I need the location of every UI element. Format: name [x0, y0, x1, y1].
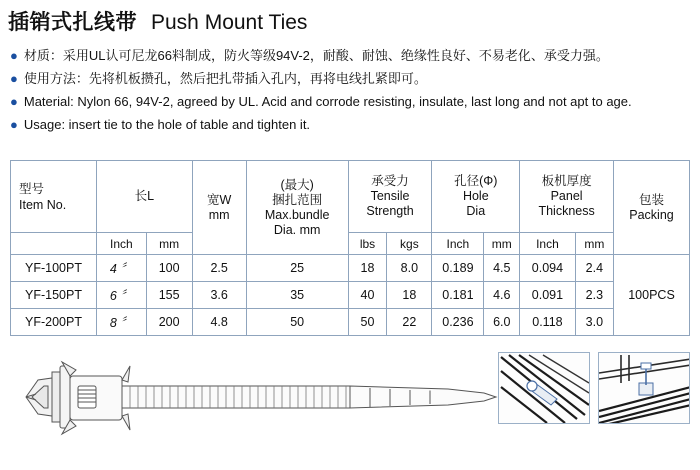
column-header-line: Strength: [366, 204, 414, 218]
cell-bundle-dia: 35: [246, 282, 348, 309]
subheader-hole-inch: Inch: [432, 233, 484, 255]
cell-length-mm: 200: [146, 309, 192, 336]
column-header-line: 长L: [134, 189, 155, 203]
cell-panel-inch: 0.094: [520, 255, 575, 282]
column-header-line: 捆扎范围: [272, 192, 323, 207]
cable-bundle-photo-icon: [499, 353, 590, 424]
column-header-line: Max.bundle: [264, 207, 330, 222]
cell-tensile-lbs: 50: [348, 309, 387, 336]
cell-hole-mm: 6.0: [484, 309, 520, 336]
photo-cable-bundle: [498, 352, 590, 424]
cell-tensile-lbs: 40: [348, 282, 387, 309]
column-header-hole-dia: [432, 161, 520, 233]
cell-tensile-kgs: 8.0: [387, 255, 432, 282]
list-item-label: 材质：采用UL认可尼龙66料制成，防火等级94V-2，耐酸、耐蚀、绝缘性良好、不易老化、承受力强。: [23, 48, 609, 63]
list-item-label: Material: Nylon 66, 94V-2, agreed by UL. Acid and corrode resisting, insulate, last long and not apt to age.: [23, 94, 632, 109]
list-item-label: 使用方法：先将机板攒孔，然后把扎带插入孔内，再将电线扎紧即可。: [23, 71, 427, 86]
subheader-length-mm: mm: [146, 233, 192, 255]
column-header-length: [97, 161, 193, 233]
cell-hole-mm: 4.5: [484, 255, 520, 282]
cell-length-inch: 4 〞: [97, 255, 147, 282]
cell-panel-inch: 0.091: [520, 282, 575, 309]
bullet-dot-icon: ●: [10, 117, 18, 132]
subheader-panel-inch: Inch: [520, 233, 575, 255]
column-header-line: 承受力: [371, 174, 409, 188]
cell-hole-inch: 0.189: [432, 255, 484, 282]
list-item: [10, 46, 696, 66]
column-header-line: Item No.: [19, 197, 67, 212]
cell-packing: 100PCS: [614, 255, 690, 336]
page-title: [8, 6, 307, 36]
cell-width-mm: 4.8: [192, 309, 246, 336]
list-item: [10, 92, 696, 112]
cell-width-mm: 3.6: [192, 282, 246, 309]
column-header-line: Hole: [462, 189, 489, 203]
push-mount-tie-illustration: [18, 352, 498, 442]
subheader-blank: [11, 233, 97, 255]
cell-bundle-dia: 50: [246, 309, 348, 336]
column-header-max-bundle-dia: [246, 161, 348, 255]
cell-panel-mm: 3.0: [575, 309, 613, 336]
product-drawing: [18, 352, 498, 442]
column-header-line: Dia. mm: [273, 222, 321, 237]
column-header-line: Thickness: [538, 204, 595, 218]
cell-hole-mm: 4.6: [484, 282, 520, 309]
cell-tensile-kgs: 18: [387, 282, 432, 309]
cell-hole-inch: 0.181: [432, 282, 484, 309]
description-list: [10, 46, 696, 138]
column-header-width: [192, 161, 246, 255]
list-item-label: Usage: insert tie to the hole of table and tighten it.: [23, 117, 311, 132]
cell-length-inch: 8 〞: [97, 309, 147, 336]
table-row: [11, 309, 690, 336]
cell-length-mm: 100: [146, 255, 192, 282]
column-header-line: Dia: [466, 204, 486, 218]
cell-item-no: YF-200PT: [11, 309, 97, 336]
subheader-length-inch: Inch: [97, 233, 147, 255]
cell-item-no: YF-100PT: [11, 255, 97, 282]
column-header-tensile-strength: [348, 161, 432, 233]
cell-hole-inch: 0.236: [432, 309, 484, 336]
cell-tensile-lbs: 18: [348, 255, 387, 282]
column-header-item-no: [11, 161, 97, 233]
panel-mounted-photo-icon: [599, 353, 690, 424]
title-chinese: 插销式扎线带: [8, 11, 137, 34]
column-header-line: Panel: [550, 189, 583, 203]
column-header-packing: [614, 161, 690, 255]
cell-panel-inch: 0.118: [520, 309, 575, 336]
photo-panel-mounted: [598, 352, 690, 424]
table-subheader-row: [11, 233, 690, 255]
title-english: Push Mount Ties: [151, 11, 308, 34]
bullet-dot-icon: ●: [10, 94, 18, 109]
cell-item-no: YF-150PT: [11, 282, 97, 309]
application-photos: [498, 352, 690, 424]
table-header-row: [11, 161, 690, 233]
cell-bundle-dia: 25: [246, 255, 348, 282]
column-header-line: 包装: [638, 192, 664, 207]
subheader-panel-mm: mm: [575, 233, 613, 255]
column-header-line: 型号: [19, 181, 45, 196]
table-row: [11, 255, 690, 282]
column-header-line: 孔径(Φ): [454, 174, 498, 188]
cell-panel-mm: 2.3: [575, 282, 613, 309]
bullet-dot-icon: ●: [10, 48, 18, 63]
column-header-line: 板机厚度: [541, 174, 592, 188]
cell-length-mm: 155: [146, 282, 192, 309]
column-header-panel-thickness: [520, 161, 614, 233]
subheader-hole-mm: mm: [484, 233, 520, 255]
column-header-line: mm: [208, 207, 230, 222]
subheader-tensile-kgs: kgs: [387, 233, 432, 255]
column-header-line: (最大): [280, 177, 314, 192]
cell-panel-mm: 2.4: [575, 255, 613, 282]
list-item: [10, 115, 696, 135]
table-row: [11, 282, 690, 309]
column-header-line: Packing: [629, 207, 674, 222]
cell-tensile-kgs: 22: [387, 309, 432, 336]
cell-length-inch: 6 〞: [97, 282, 147, 309]
subheader-tensile-lbs: lbs: [348, 233, 387, 255]
bullet-dot-icon: ●: [10, 71, 18, 86]
list-item: [10, 69, 696, 89]
column-header-line: Tensile: [370, 189, 410, 203]
specification-table: [10, 160, 690, 336]
column-header-line: 宽W: [207, 192, 232, 207]
cell-width-mm: 2.5: [192, 255, 246, 282]
